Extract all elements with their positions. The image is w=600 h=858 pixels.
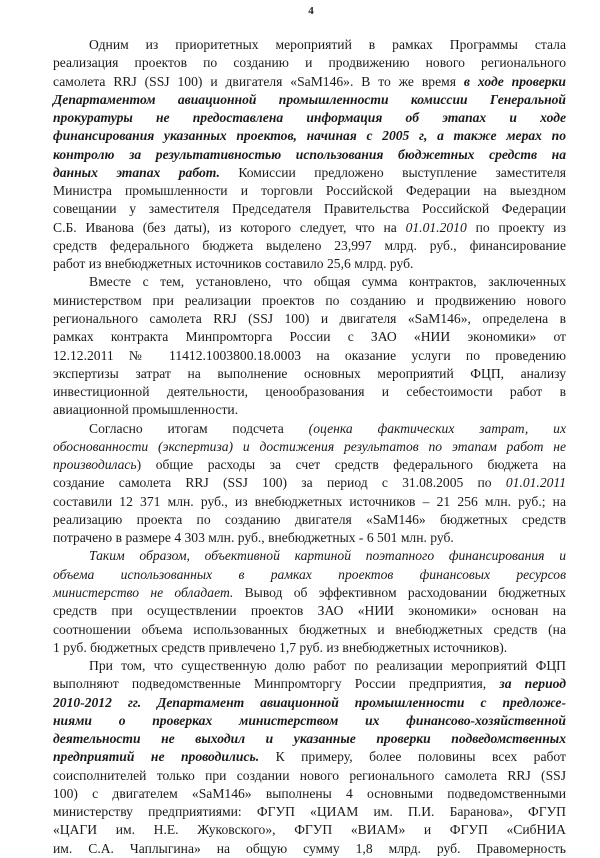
text-line — [53, 401, 566, 419]
text-run: экспертизы затрат на выполнение основных мероприятий ФЦП, анализу — [53, 365, 566, 381]
emphasis-bold-italic: финансирования указанных проектов, начиная с 2005 г, а также мерах по — [53, 128, 566, 144]
text-line — [53, 292, 566, 310]
text-line — [53, 438, 566, 456]
text-run: инвестиционной деятельности, ценообразования и себестоимости работ в — [53, 384, 566, 400]
text-run: совещании у заместителя Председателя Правительства Российской Федерации — [53, 201, 566, 217]
text-run: Одним из приоритетных мероприятий в рамках Программы стала — [89, 37, 566, 52]
text-run: министерству предприятиями: ФГУП «ЦИАМ им. П.И. Баранова», ФГУП — [53, 804, 566, 820]
text-line — [53, 273, 566, 291]
text-line — [53, 109, 566, 127]
paragraph — [53, 36, 566, 273]
text-run: самолета RRJ (SSJ 100) и двигателя «SaM146». В то же время — [53, 73, 464, 89]
text-line — [53, 511, 566, 529]
text-run: работ из внебюджетных источников составило 25,6 млрд. руб. — [53, 256, 414, 272]
text-line — [53, 73, 566, 91]
text-run: реализацию проекта по созданию двигателя «SaM146» бюджетных средств — [53, 511, 566, 527]
text-line — [53, 255, 566, 273]
text-line — [53, 621, 566, 639]
emphasis-italic: объема использованных в рамках проектов финансовых ресурсов — [53, 566, 566, 582]
text-run: потрачено в размере 4 303 млн. руб., внебюджетных - 6 501 млн. руб. — [53, 530, 454, 546]
text-run: Вывод об эффективном расходовании бюджетных — [233, 584, 566, 600]
text-run: При том, что существенную долю работ по реализации мероприятий ФЦП — [89, 658, 566, 674]
text-run: Министра промышленности и торговли Российской Федерации на выездном — [53, 183, 566, 199]
emphasis-bold-italic: в ходе проверки — [463, 73, 566, 89]
emphasis-bold-italic: контролю за результативностью использования бюджетных средств на — [53, 146, 566, 162]
text-line — [53, 328, 566, 346]
text-line — [53, 547, 566, 565]
text-run: ) общие расходы за счет средств федерального бюджета на — [136, 457, 566, 473]
emphasis-bold-italic: деятельности не выходил и указанные проверки подведомственных — [53, 731, 566, 747]
text-line — [53, 493, 566, 511]
text-line — [53, 675, 566, 693]
text-line — [53, 639, 566, 657]
paragraph — [53, 547, 566, 657]
paragraph — [53, 273, 566, 419]
text-line — [53, 146, 566, 164]
text-line — [53, 219, 566, 237]
text-line — [53, 420, 566, 438]
text-run: Вместе с тем, установлено, что общая сумма контрактов, заключенных — [89, 274, 566, 290]
text-line — [53, 584, 566, 602]
text-line — [53, 748, 566, 766]
text-run: составили 12 371 млн. руб., из внебюджетных источников – 21 256 млн. руб.; на — [53, 493, 566, 509]
paragraph — [53, 420, 566, 548]
text-run: авиационной промышленности. — [53, 402, 239, 418]
emphasis-italic: обоснованности (экспертиза) и достижения результатов по этапам работ не — [53, 438, 566, 454]
text-line — [53, 602, 566, 620]
text-line — [53, 694, 566, 712]
text-run: создание самолета RRJ (SSJ 100) за период с 31.08.2005 по — [53, 475, 506, 491]
text-line — [53, 529, 566, 547]
text-run: К примеру, более половины всех работ — [259, 749, 566, 765]
text-run: соотношении объема использованных бюджетных и внебюджетных средств (на — [53, 621, 566, 637]
emphasis-bold-italic: 2010-2012 гг. Департамент авиационной промышленности с предложе- — [53, 694, 566, 710]
text-line — [53, 712, 566, 730]
emphasis-bold-italic: ниями о проверках министерством их финансово-хозяйственной — [53, 712, 566, 728]
text-line — [53, 200, 566, 218]
emphasis-bold-italic: за период — [499, 676, 566, 692]
text-line — [53, 840, 566, 858]
emphasis-italic: Таким образом, объективной картиной поэтапного финансирования и — [89, 548, 566, 564]
text-line — [53, 347, 566, 365]
text-line — [53, 785, 566, 803]
emphasis-bold-italic: прокуратуры не предоставлена информация об этапах и ходе — [53, 110, 566, 126]
emphasis-bold-italic: предприятий не проводились. — [53, 749, 260, 765]
text-line — [53, 803, 566, 821]
text-line — [53, 657, 566, 675]
text-run: соисполнителей только при создании нового регионального самолета RRJ (SSJ — [53, 767, 566, 783]
text-line — [53, 767, 566, 785]
document-body — [53, 36, 566, 858]
text-run: средств при осуществлении проектов ЗАО «НИИ экономики» основан на — [53, 603, 566, 619]
page-number: 4 — [308, 5, 314, 17]
text-line — [53, 310, 566, 328]
text-run: Согласно итогам подсчета — [89, 420, 309, 436]
text-run: С.Б. Иванова (без даты), из которого следует, что на — [53, 219, 406, 235]
emphasis-italic: 01.01.2010 — [405, 219, 467, 235]
text-run: 100) с двигателем «SaM146» выполнены 4 основными подведомственными — [53, 785, 566, 801]
emphasis-italic: министерство не обладает. — [53, 584, 234, 600]
text-line — [53, 164, 566, 182]
text-run: 12.12.2011 № 11412.1003800.18.0003 на оказание услуги по проведению — [53, 347, 566, 363]
text-run: Комиссии предложено выступление заместителя — [219, 164, 567, 180]
emphasis-italic: (оценка фактических затрат, их — [308, 420, 567, 436]
text-run: «ЦАГИ им. Н.Е. Жуковского», ФГУП «ВИАМ» и ФГУП «СибНИА — [53, 822, 566, 838]
text-run: по проекту из — [466, 219, 566, 235]
text-line — [53, 36, 566, 54]
text-line — [53, 456, 566, 474]
emphasis-bold-italic: Департаментом авиационной промышленности комиссии Генеральной — [53, 91, 566, 107]
text-line — [53, 566, 566, 584]
text-run: министерством при реализации проектов по созданию и продвижению нового — [53, 292, 566, 308]
text-line — [53, 54, 566, 72]
text-run: 1 руб. бюджетных средств привлечено 1,7 руб. из внебюджетных источников). — [53, 639, 508, 655]
emphasis-bold-italic: данных этапах работ. — [53, 164, 220, 180]
text-line — [53, 474, 566, 492]
emphasis-italic: 01.01.2011 — [505, 475, 566, 491]
text-line — [53, 91, 566, 109]
emphasis-italic: производилась — [53, 457, 137, 473]
text-line — [53, 383, 566, 401]
text-run: им. С.А. Чаплыгина» на общую сумму 1,8 млрд. руб. Правомерность — [53, 840, 566, 856]
text-line — [53, 182, 566, 200]
paragraph — [53, 657, 566, 858]
text-line — [53, 365, 566, 383]
text-run: реализация проектов по созданию и продвижению нового регионального — [53, 55, 566, 71]
text-run: средств федерального бюджета выделено 23,997 млрд. руб., финансирование — [53, 237, 566, 253]
text-run: рамках контракта Минпромторга России с ЗАО «НИИ экономики» от — [53, 329, 566, 345]
text-line — [53, 237, 566, 255]
text-line — [53, 730, 566, 748]
text-line — [53, 127, 566, 145]
text-run: регионального самолета RRJ (SSJ 100) и двигателя «SaM146», определена в — [53, 310, 566, 326]
text-line — [53, 821, 566, 839]
text-run: выполняют подведомственные Минпромторгу России предприятия, — [53, 676, 500, 692]
